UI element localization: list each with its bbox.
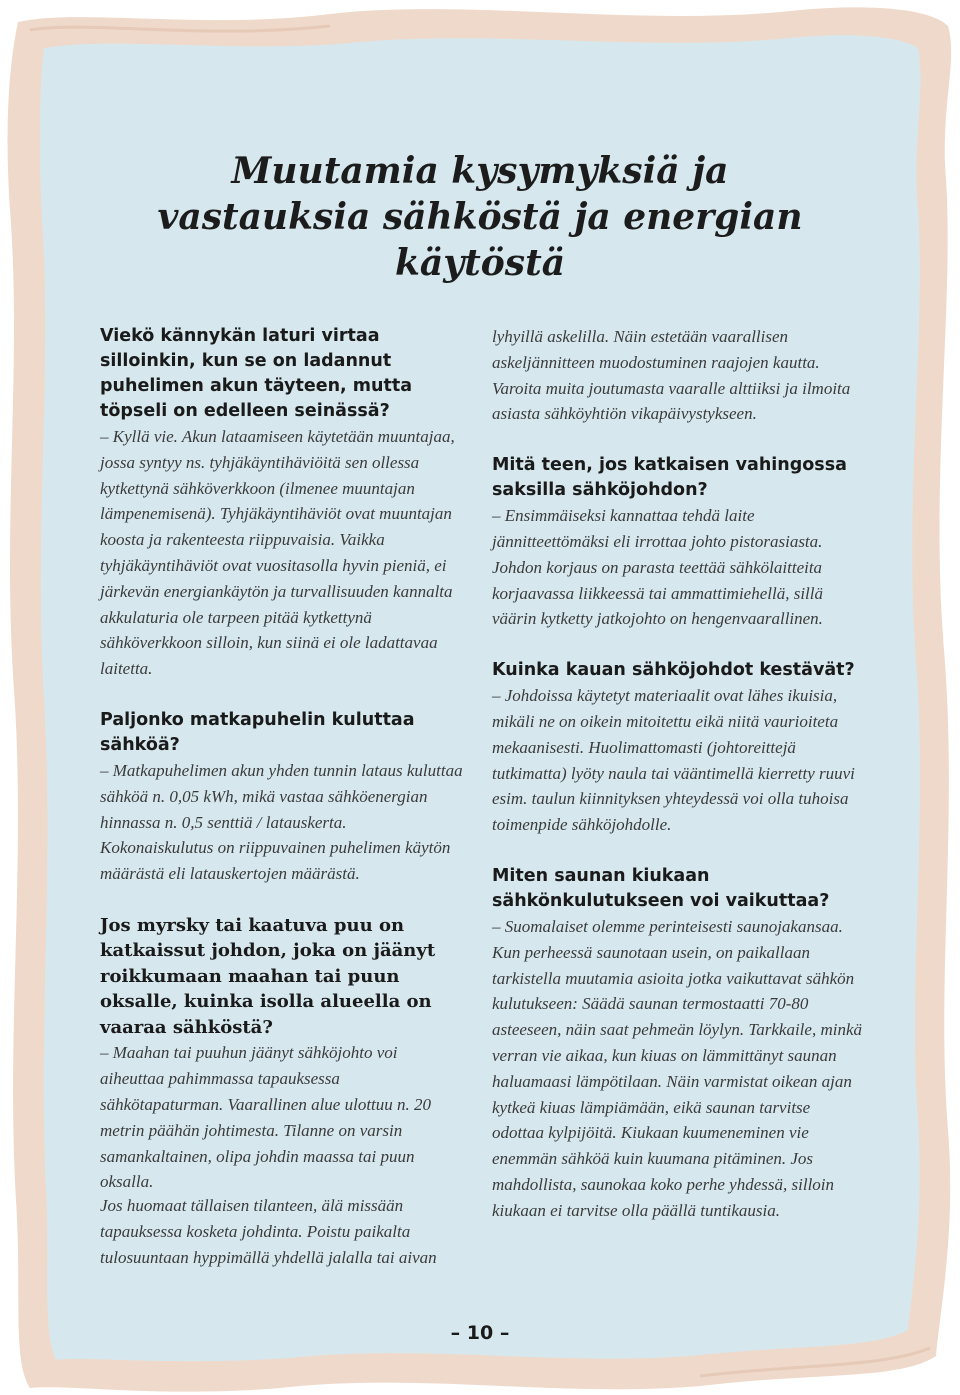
- title-line: vastauksia sähköstä ja energian: [157, 196, 803, 238]
- qa-block: [100, 913, 464, 1271]
- question: Jos myrsky tai kaatuva puu on katkaissut johdon, joka on jäänyt roikkumaan maahan tai puun oksalle, kuinka isolla alueella on vaaraa sähköstä?: [100, 914, 436, 1038]
- qa-block: [492, 453, 862, 632]
- right-column: [492, 324, 862, 1250]
- question: Paljonko matkapuhelin kuluttaa sähköä?: [100, 709, 415, 755]
- answer: – Matkapuhelimen akun yhden tunnin lataus kuluttaa sähköä n. 0,05 kWh, mikä vastaa sähköenergian hinnassa n. 0,5 senttiä / latauskerta. Kokonaiskulutus on riippuvainen puhelimen käytön määrästä eli latauskertojen määrästä.: [100, 760, 463, 884]
- page-title: [0, 148, 960, 286]
- answer: – Suomalaiset olemme perinteisesti saunojakansaa. Kun perheessä saunotaan usein, on paikallaan tarkistella muutamia asioita jotka vaikuttavat sähkön kulutukseen: Säädä saunan termostaatti 70-80 asteeseen, näin saat pehmeän löylyn. Tarkkaile, minkä verran vie aikaa, kun kiuas on lämmittänyt saunan haluamaasi lämpötilaan. Näin varmistat oikean ajan kytkeä kiuas lämpiämään, eikä saunan tarvitse odottaa kylpijöitä. Kiukaan kuumeneminen vie enemmän sähköä kuin kuumana pitäminen. Jos mahdollista, saunokaa koko perhe yhdessä, silloin kiukaan ei tarvitse olla päällä tuntikausia.: [492, 916, 862, 1220]
- page-number: – 10 –: [450, 1322, 510, 1344]
- answer: – Ensimmäiseksi kannattaa tehdä laite jännitteettömäksi eli irrottaa johto pistorasiasta. Johdon korjaus on parasta teettää sähkölaitteita korjaavassa liikkeessä tai ammattimiehellä, sillä väärin kytketty jatkojohto on hengenvaarallinen.: [492, 506, 823, 629]
- qa-block: [100, 324, 464, 682]
- answer: – Kyllä vie. Akun lataamiseen käytetään muuntajaa, jossa syntyy ns. tyhjäkäyntihäviöitä sen ollessa kytkettynä sähköverkkoon (ilmenee muuntajan lämpenemisenä). Tyhjäkäyntihäviöt ovat muuntajan koosta ja rakenteesta riippuvaisia. Vaikka tyhjäkäyntihäviöt ovat vuositasolla hyvin pieniä, ei järkevän energiankäytön ja turvallisuuden kannalta akkulaturia ole tarpeen pitää kytkettynä sähköverkkoon silloin, kun siinä ei ole ladattavaa laitetta.: [100, 427, 455, 679]
- answer-continuation-block: [492, 324, 862, 427]
- question: Kuinka kauan sähköjohdot kestävät?: [492, 660, 855, 681]
- left-column: [100, 324, 464, 1297]
- answer-continued: Jos huomaat tällaisen tilanteen, älä missään tapauksessa kosketa johdinta. Poistu paikalta tulosuuntaan hyppimällä yhdellä jalalla tai aivan: [100, 1196, 437, 1267]
- title-line: käytöstä: [394, 242, 566, 284]
- title-line: Muutamia kysymyksiä ja: [231, 150, 729, 192]
- answer: – Johdoissa käytetyt materiaalit ovat lähes ikuisia, mikäli ne on oikein mitoitettu eikä niitä vaurioiteta mekaanisesti. Huolimattomasti (johtoreittejä tutkimatta) lyöty naula tai vääntimellä kierretty ruuvi esim. taulun kiinnityksen yhteydessä voi olla tuhoisa toimenpide sähköjohdolle.: [492, 686, 855, 835]
- question: Mitä teen, jos katkaisen vahingossa saksilla sähköjohdon?: [492, 455, 847, 501]
- answer-continuation: lyhyillä askelilla. Näin estetään vaarallisen askeljännitteen muodostuminen raajojen kautta. Varoita muita joutumasta vaaralle alttiiksi ja ilmoita asiasta sähköyhtiön vikapäivystykseen.: [492, 327, 851, 424]
- answer: – Maahan tai puuhun jäänyt sähköjohto voi aiheuttaa pahimmassa tapauksessa sähkötapaturman. Vaarallinen alue ulottuu n. 20 metrin päähän johtimesta. Tilanne on varsin samankaltainen, olipa johdin maassa tai puun oksalla.: [100, 1043, 432, 1192]
- qa-block: [100, 708, 464, 887]
- question: Miten saunan kiukaan sähkönkulutukseen voi vaikuttaa?: [492, 865, 830, 911]
- question: Viekö kännykän laturi virtaa silloinkin, kun se on ladannut puhelimen akun täyteen, mutta töpseli on edelleen seinässä?: [100, 326, 413, 421]
- qa-block: [492, 864, 862, 1224]
- qa-block: [492, 658, 862, 838]
